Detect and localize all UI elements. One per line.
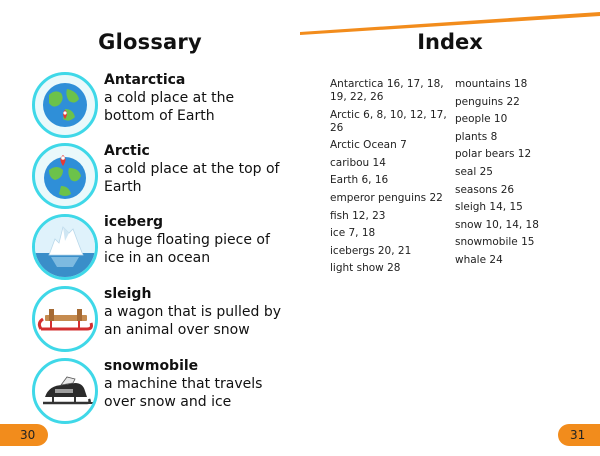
- glossary-title: Glossary: [98, 30, 202, 54]
- glossary-term: Antarctica: [104, 72, 186, 88]
- index-entry: snowmobile 15: [455, 236, 535, 249]
- index-entry: whale 24: [455, 253, 503, 266]
- index-entry: Arctic Ocean 7: [330, 139, 407, 152]
- index-entry: people 10: [455, 113, 508, 126]
- glossary-item-sleigh: [32, 286, 292, 356]
- glossary-definition: a wagon that is pulled by an animal over snow: [104, 304, 282, 338]
- index-entry: mountains 18: [455, 78, 528, 90]
- index-entry: ice 7, 18: [330, 227, 376, 240]
- globe-north-pin-icon: [32, 143, 98, 209]
- index-entry: emperor penguins 22: [330, 191, 443, 204]
- index-entry: Antarctica 16, 17, 18, 19, 22, 26: [330, 78, 444, 103]
- glossary-term: snowmobile: [104, 358, 199, 374]
- glossary-definition: a machine that travels over snow and ice: [104, 376, 263, 410]
- index-entry: polar bears 12: [455, 148, 532, 161]
- iceberg-icon: [32, 214, 98, 280]
- index-entry: caribou 14: [330, 156, 386, 169]
- globe-south-pin-icon: [32, 72, 98, 138]
- glossary-term: iceberg: [104, 214, 164, 230]
- glossary-definition: a cold place at the bottom of Earth: [104, 90, 235, 124]
- index-entry: seasons 26: [455, 183, 515, 196]
- index-column-2: [455, 78, 575, 272]
- index-entry: penguins 22: [455, 95, 520, 108]
- page-number-left: 30: [0, 424, 48, 446]
- glossary-item-iceberg: [32, 214, 292, 284]
- sleigh-icon: [32, 286, 98, 352]
- index-title: Index: [417, 30, 483, 54]
- index-column-1: [330, 78, 448, 280]
- glossary-term: Arctic: [104, 143, 150, 159]
- glossary-term: sleigh: [104, 286, 152, 302]
- glossary-item-arctic: [32, 143, 292, 213]
- page-number-right: 31: [558, 424, 600, 446]
- index-entry: light show 28: [330, 262, 401, 275]
- index-entry: icebergs 20, 21: [330, 244, 412, 257]
- glossary-definition: a huge floating piece of ice in an ocean: [104, 232, 270, 266]
- index-entry: snow 10, 14, 18: [455, 218, 539, 231]
- glossary-definition: a cold place at the top of Earth: [104, 161, 280, 195]
- index-entry: Arctic 6, 8, 10, 12, 17, 26: [330, 108, 447, 134]
- glossary-item-antarctica: [32, 72, 292, 142]
- snowmobile-icon: [32, 358, 98, 424]
- glossary-item-snowmobile: [32, 358, 292, 428]
- index-entry: fish 12, 23: [330, 209, 386, 222]
- index-entry: plants 8: [455, 130, 498, 143]
- index-entry: Earth 6, 16: [330, 174, 389, 187]
- index-entry: seal 25: [455, 165, 493, 178]
- index-entry: sleigh 14, 15: [455, 201, 523, 214]
